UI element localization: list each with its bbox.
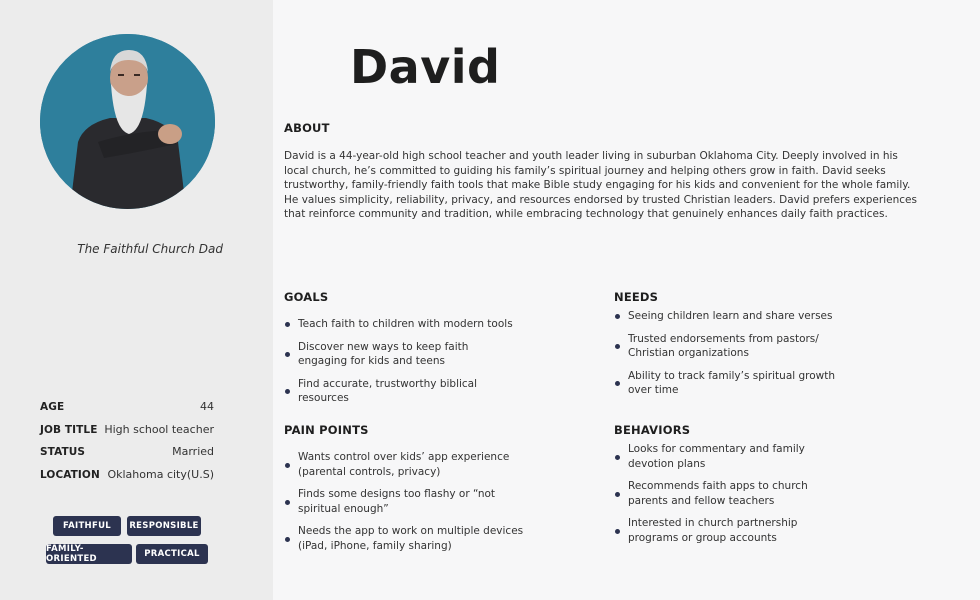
persona-tagline: The Faithful Church Dad [77,242,223,256]
list-item: Teach faith to children with modern tools [285,317,520,332]
stat-row-age [40,400,214,423]
stat-row-job-title [40,423,214,446]
person-photo [40,34,215,209]
trait-tag-family-oriented: FAMILY-ORIENTED [46,544,132,564]
avatar [40,34,215,209]
list-item: Looks for commentary and family devotion plans [615,442,830,471]
stat-value: 44 [200,400,214,413]
stat-label: STATUS [40,446,86,458]
list-item: Find accurate, trustworthy biblical resources [285,377,520,406]
list-item: Interested in church partnership programs or group accounts [615,516,830,545]
list-item: Needs the app to work on multiple devices (iPad, iPhone, family sharing) [285,524,525,553]
list-item: Wants control over kids’ app experience (parental controls, privacy) [285,450,525,479]
trait-tag-responsible: RESPONSIBLE [127,516,201,536]
goals-heading: GOALS [284,290,329,304]
list-item: Recommends faith apps to church parents and fellow teachers [615,479,830,508]
persona-stats [40,400,214,490]
list-item: Discover new ways to keep faith engaging for kids and teens [285,340,520,369]
stat-label: LOCATION [40,468,100,481]
list-item: Trusted endorsements from pastors/ Christian organizations [615,332,840,361]
about-heading: ABOUT [284,121,330,135]
behaviors-heading: BEHAVIORS [614,423,691,437]
pain-points-heading: PAIN POINTS [284,423,369,437]
stat-value: Oklahoma city(U.S) [107,467,214,481]
stat-row-status [40,445,214,468]
behaviors-list [615,442,830,553]
stat-row-location [40,468,214,491]
pain-points-list [285,450,525,561]
trait-tag-faithful: FAITHFUL [53,516,121,536]
goals-list [285,317,520,414]
stat-label: JOB TITLE [40,423,98,436]
trait-tag-practical: PRACTICAL [136,544,208,564]
list-item: Finds some designs too flashy or “not spiritual enough” [285,487,525,516]
list-item: Seeing children learn and share verses [615,309,840,324]
stat-value: Married [172,445,214,458]
about-text: David is a 44-year-old high school teacher and youth leader living in suburban Oklahoma City. Deeply involved in his local church, he’s committed to guiding his family’s spiritual journey and helping others grow in faith. David seeks trustworthy, family-friendly faith tools that make Bible study engaging for his kids and convenient for the whole family. He values simplicity, reliability, privacy, and resources endorsed by trusted Christian leaders. David prefers experiences that reinforce community and tradition, while embracing technology that genuinely enhances daily faith practices. [284,150,917,220]
needs-heading: NEEDS [614,290,659,304]
list-item: Ability to track family’s spiritual growth over time [615,369,840,398]
stat-label: AGE [40,401,65,413]
needs-list [615,309,840,406]
persona-name: David [350,40,501,94]
stat-value: High school teacher [104,422,214,436]
